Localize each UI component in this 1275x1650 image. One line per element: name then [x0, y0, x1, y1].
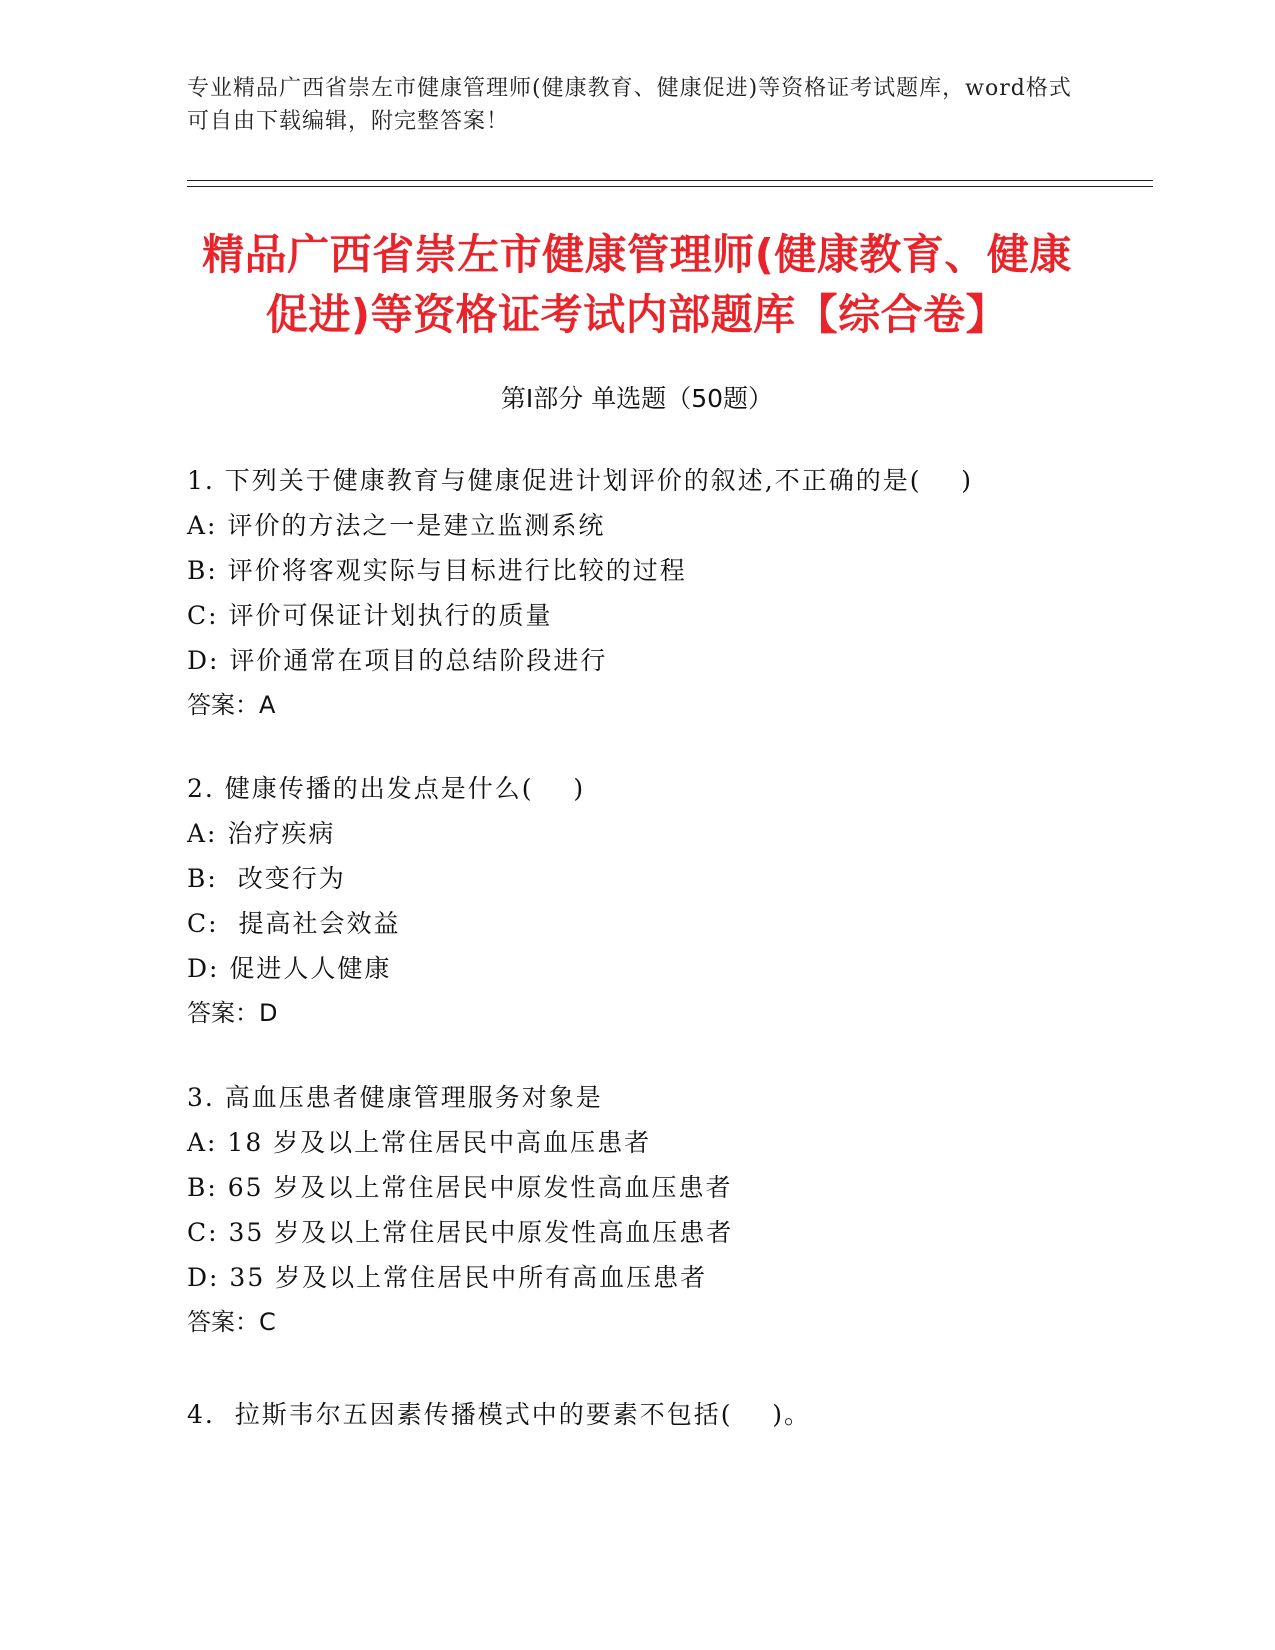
question-3: [187, 1075, 1147, 1345]
option-b: B: 改变行为: [187, 864, 346, 893]
option-d: D: 评价通常在项目的总结阶段进行: [187, 646, 608, 675]
question-4: [187, 1392, 1147, 1437]
question-1: [187, 458, 1147, 728]
answer: 答案：C: [187, 1308, 276, 1336]
question-stem: 3. 高血压患者健康管理服务对象是: [187, 1083, 603, 1112]
option-c: C: 提高社会效益: [187, 909, 401, 938]
document-title: 精品广西省崇左市健康管理师(健康教育、健康促进)等资格证考试内部题库【综合卷】: [202, 230, 1072, 339]
option-c: C: 评价可保证计划执行的质量: [187, 601, 553, 630]
section-title: 第Ⅰ部分 单选题（50题）: [500, 384, 774, 413]
header-rule-bottom: [187, 186, 1153, 187]
option-b: B: 评价将客观实际与目标进行比较的过程: [187, 556, 687, 585]
option-d: D: 35 岁及以上常住居民中所有高血压患者: [187, 1263, 708, 1292]
answer: 答案：A: [187, 691, 276, 719]
question-stem: 1. 下列关于健康教育与健康促进计划评价的叙述,不正确的是( ): [187, 466, 974, 495]
option-a: A: 评价的方法之一是建立监测系统: [187, 511, 606, 540]
question-stem: 2. 健康传播的出发点是什么( ): [187, 774, 586, 803]
option-d: D: 促进人人健康: [187, 954, 392, 983]
question-stem: 4. 拉斯韦尔五因素传播模式中的要素不包括( )。: [187, 1400, 812, 1429]
option-c: C: 35 岁及以上常住居民中原发性高血压患者: [187, 1218, 734, 1247]
header-rule-top: [187, 180, 1153, 181]
answer: 答案：D: [187, 999, 278, 1027]
option-a: A: 治疗疾病: [187, 819, 336, 848]
option-b: B: 65 岁及以上常住居民中原发性高血压患者: [187, 1173, 733, 1202]
question-2: [187, 766, 1147, 1036]
option-a: A: 18 岁及以上常住居民中高血压患者: [187, 1128, 652, 1157]
header-note: 专业精品广西省崇左市健康管理师(健康教育、健康促进)等资格证考试题库，word格式可自由下载编辑，附完整答案！: [187, 76, 1072, 134]
